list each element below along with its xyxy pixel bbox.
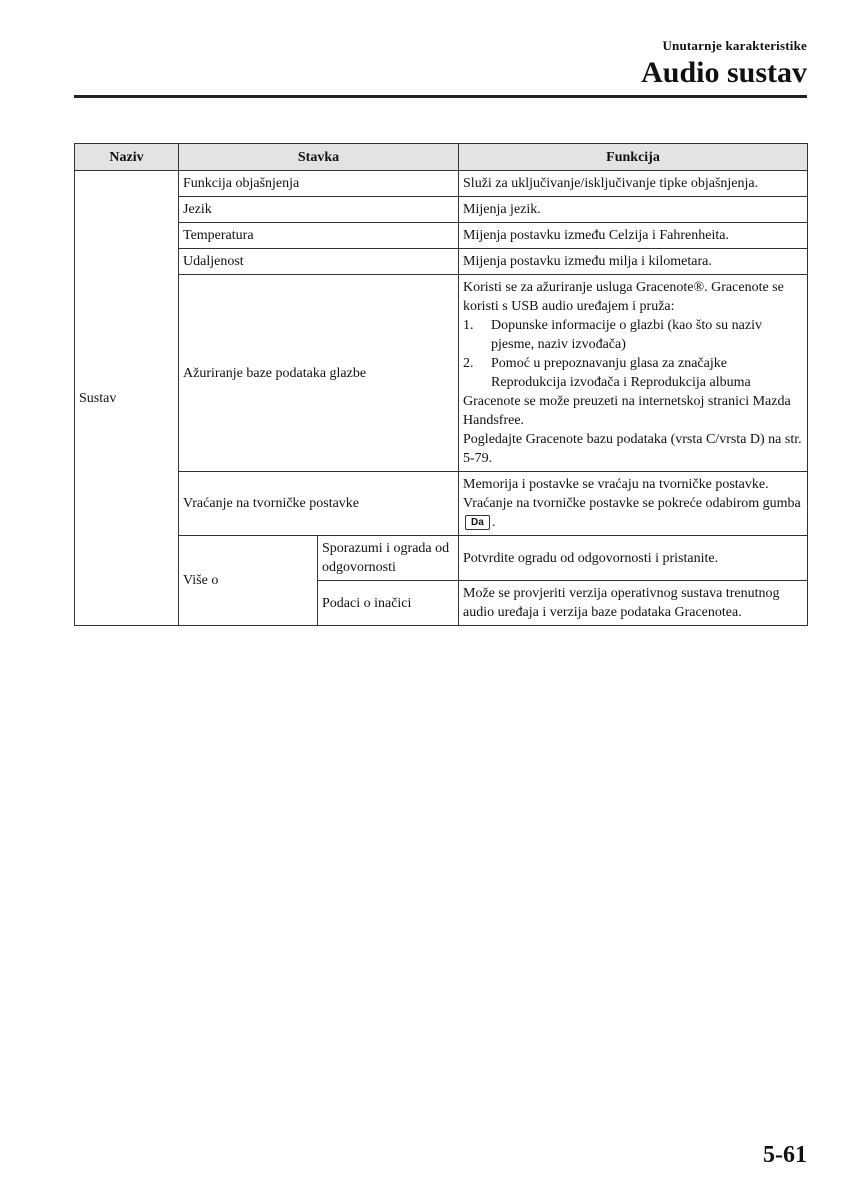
list-number: 1. bbox=[463, 318, 474, 333]
table-header-row bbox=[75, 144, 808, 171]
column-header-naziv: Naziv bbox=[75, 144, 179, 171]
function-download: Gracenote se može preuzeti na internetskoj stranici Mazda Handsfree. bbox=[463, 394, 791, 428]
table-row bbox=[75, 249, 808, 275]
item-cell: Vraćanje na tvorničke postavke bbox=[179, 472, 459, 536]
function-cell: Može se provjeriti verzija operativnog sustava trenutnog audio uređaja i verzija baze podataka Gracenotea. bbox=[459, 581, 808, 626]
item-cell: Više o bbox=[179, 536, 318, 626]
list-text: Pomoć u prepoznavanju glasa za značajke Reprodukcija izvođača i Reprodukcija albuma bbox=[491, 356, 751, 390]
page-number: 5-61 bbox=[763, 1142, 807, 1168]
item-cell: Udaljenost bbox=[179, 249, 459, 275]
function-cell bbox=[459, 472, 808, 536]
function-cell bbox=[459, 275, 808, 472]
page-title: Audio sustav bbox=[641, 56, 807, 89]
item-cell: Temperatura bbox=[179, 223, 459, 249]
naziv-cell: Sustav bbox=[75, 171, 179, 626]
function-cell: Mijenja postavku između Celzija i Fahrenheita. bbox=[459, 223, 808, 249]
list-text: Dopunske informacije o glazbi (kao što su naziv pjesme, naziv izvođača) bbox=[491, 318, 762, 352]
table-row bbox=[75, 275, 808, 472]
title-rule bbox=[74, 95, 807, 98]
list-item bbox=[463, 316, 803, 354]
function-cell: Mijenja postavku između milja i kilometara. bbox=[459, 249, 808, 275]
function-text: Memorija i postavke se vraćaju na tvorničke postavke. Vraćanje na tvorničke postavke se pokreće odabirom gumba bbox=[463, 477, 801, 511]
function-list bbox=[463, 316, 803, 392]
function-intro: Koristi se za ažuriranje usluga Gracenote®. Gracenote se koristi s USB audio uređajem i pruža: bbox=[463, 280, 784, 314]
subitem-cell: Podaci o inačici bbox=[318, 581, 459, 626]
list-number: 2. bbox=[463, 356, 474, 371]
column-header-stavka: Stavka bbox=[179, 144, 459, 171]
settings-table bbox=[74, 143, 808, 626]
table-row bbox=[75, 472, 808, 536]
table-row bbox=[75, 223, 808, 249]
function-cell: Potvrdite ogradu od odgovornosti i pristanite. bbox=[459, 536, 808, 581]
function-cell: Služi za uključivanje/isključivanje tipke objašnjenja. bbox=[459, 171, 808, 197]
table-row bbox=[75, 536, 808, 581]
function-cell: Mijenja jezik. bbox=[459, 197, 808, 223]
da-button: Da bbox=[465, 515, 490, 530]
subitem-cell: Sporazumi i ograda od odgovornosti bbox=[318, 536, 459, 581]
column-header-funkcija: Funkcija bbox=[459, 144, 808, 171]
function-end: . bbox=[491, 515, 496, 530]
table-row bbox=[75, 197, 808, 223]
list-item bbox=[463, 354, 803, 392]
function-see-reference: Pogledajte Gracenote bazu podataka (vrsta C/vrsta D) na str. 5-79. bbox=[463, 432, 802, 466]
section-label: Unutarnje karakteristike bbox=[662, 38, 807, 53]
item-cell: Funkcija objašnjenja bbox=[179, 171, 459, 197]
item-cell: Ažuriranje baze podataka glazbe bbox=[179, 275, 459, 472]
table-row bbox=[75, 171, 808, 197]
item-cell: Jezik bbox=[179, 197, 459, 223]
